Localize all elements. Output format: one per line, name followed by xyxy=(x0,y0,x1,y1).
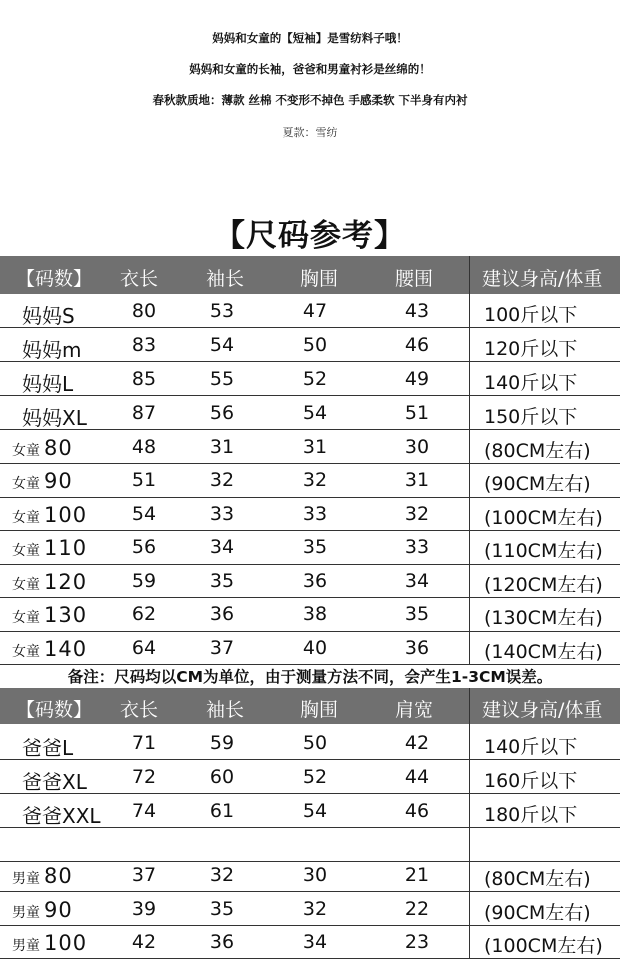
note-line-1: 妈妈和女童的【短袖】是雪纺料子哦！ xyxy=(212,31,408,45)
measure-cell: 61 xyxy=(209,799,235,822)
measure-cell: 36 xyxy=(404,636,430,659)
table-row xyxy=(0,294,620,328)
size-prefix: 男童 xyxy=(12,904,40,921)
size-cell: 妈妈S xyxy=(22,303,75,328)
measure-cell: 49 xyxy=(404,367,430,390)
size-prefix: 女童 xyxy=(12,610,40,626)
measure-cell: 35 xyxy=(209,897,235,920)
size-value: 80 xyxy=(44,435,73,460)
measure-cell: 46 xyxy=(404,799,430,822)
recommend-cell: (120CM左右) xyxy=(484,573,603,596)
recommend-cell: (90CM左右) xyxy=(484,473,591,495)
measure-cell: 44 xyxy=(404,765,430,788)
column-divider xyxy=(469,256,470,664)
measure-cell: 31 xyxy=(302,435,328,458)
remark-note: 备注：尺码均以CM为单位，由于测量方法不同，会产生1-3CM误差。 xyxy=(67,668,553,686)
size-prefix: 女童 xyxy=(12,442,40,459)
measure-cell: 56 xyxy=(131,536,157,558)
page-title: 【尺码参考】 xyxy=(214,218,406,254)
recommend-cell: (110CM左右) xyxy=(484,540,603,562)
recommend-cell: (80CM左右) xyxy=(484,439,591,462)
recommend-cell: 100斤以下 xyxy=(484,303,578,326)
table-row xyxy=(0,497,620,531)
measure-cell: 35 xyxy=(302,536,328,558)
table-row xyxy=(0,430,620,464)
measure-cell: 83 xyxy=(131,333,157,356)
measure-cell: 43 xyxy=(404,299,430,322)
measure-cell: 32 xyxy=(209,863,235,886)
table-row xyxy=(0,564,620,598)
measure-cell: 35 xyxy=(209,569,235,592)
measure-cell: 39 xyxy=(131,897,157,920)
size-cell xyxy=(12,864,73,888)
recommend-cell: 120斤以下 xyxy=(484,337,578,360)
size-cell xyxy=(12,931,87,955)
size-value: 130 xyxy=(44,603,88,627)
table-row xyxy=(0,464,620,498)
measure-cell: 64 xyxy=(131,636,157,659)
recommend-cell: 160斤以下 xyxy=(484,769,578,792)
table-header xyxy=(0,256,620,294)
size-prefix: 女童 xyxy=(12,543,40,559)
size-cell: 妈妈m xyxy=(22,337,82,362)
measure-cell: 87 xyxy=(131,401,157,424)
measure-cell: 38 xyxy=(302,603,328,625)
measure-cell: 54 xyxy=(302,799,328,822)
measure-cell: 32 xyxy=(209,469,235,491)
size-prefix: 男童 xyxy=(12,937,40,954)
measure-cell: 62 xyxy=(131,603,157,625)
measure-cell: 46 xyxy=(404,333,430,356)
recommend-cell: 150斤以下 xyxy=(484,405,578,428)
size-value: 100 xyxy=(44,930,88,955)
note-line-3: 春秋款质地：薄款 丝棉 不变形不掉色 手感柔软 下半身有内衬 xyxy=(152,93,468,107)
header-cell: 胸围 xyxy=(300,268,339,290)
size-cell: 妈妈L xyxy=(22,371,74,396)
size-prefix: 女童 xyxy=(12,509,40,526)
size-value: 120 xyxy=(44,569,88,594)
header-cell: 建议身高/体重 xyxy=(482,699,603,721)
measure-cell: 33 xyxy=(209,502,235,525)
size-cell xyxy=(12,898,73,922)
table-row xyxy=(0,858,620,892)
measure-cell: 42 xyxy=(131,930,157,953)
measure-cell: 40 xyxy=(302,636,328,659)
recommend-cell: 140斤以下 xyxy=(484,371,578,394)
size-value: 90 xyxy=(44,897,73,922)
table-row xyxy=(0,396,620,430)
measure-cell: 50 xyxy=(302,731,328,754)
table-row xyxy=(0,760,620,794)
table-row xyxy=(0,531,620,565)
recommend-cell: (100CM左右) xyxy=(484,934,603,957)
size-cell: 妈妈XL xyxy=(22,405,87,430)
measure-cell: 30 xyxy=(302,863,328,886)
measure-cell: 71 xyxy=(131,731,157,754)
header-cell: 袖长 xyxy=(206,699,245,721)
table-row xyxy=(0,598,620,632)
measure-cell: 30 xyxy=(404,435,430,458)
measure-cell: 74 xyxy=(131,799,157,822)
size-cell xyxy=(12,603,87,627)
measure-cell: 51 xyxy=(404,401,430,424)
header-cell: 建议身高/体重 xyxy=(482,268,603,290)
size-cell xyxy=(12,503,87,527)
header-cell: 袖长 xyxy=(206,268,245,290)
size-prefix: 女童 xyxy=(12,476,40,492)
measure-cell: 32 xyxy=(404,502,430,525)
measure-cell: 36 xyxy=(209,930,235,953)
size-cell: 爸爸L xyxy=(22,735,74,760)
measure-cell: 47 xyxy=(302,299,328,322)
size-cell xyxy=(12,436,73,460)
note-line-2: 妈妈和女童的长袖，爸爸和男童衬衫是丝绵的！ xyxy=(189,62,431,76)
measure-cell: 54 xyxy=(302,401,328,424)
table-header xyxy=(0,688,620,724)
header-cell: 胸围 xyxy=(300,699,339,721)
measure-cell: 60 xyxy=(209,765,235,788)
measure-cell: 55 xyxy=(209,367,235,390)
measure-cell: 36 xyxy=(209,603,235,625)
measure-cell: 34 xyxy=(209,536,235,558)
recommend-cell: 180斤以下 xyxy=(484,803,578,826)
measure-cell: 59 xyxy=(209,731,235,754)
size-cell: 爸爸XXL xyxy=(22,803,101,828)
table-row xyxy=(0,892,620,926)
measure-cell: 51 xyxy=(131,469,157,491)
header-cell: 【码数】 xyxy=(16,699,93,721)
measure-cell: 52 xyxy=(302,367,328,390)
size-cell: 爸爸XL xyxy=(22,769,87,794)
recommend-cell: (140CM左右) xyxy=(484,640,603,663)
measure-cell: 59 xyxy=(131,569,157,592)
measure-cell: 35 xyxy=(404,603,430,625)
size-prefix: 女童 xyxy=(12,643,40,660)
table-row xyxy=(0,362,620,396)
recommend-cell: (130CM左右) xyxy=(484,607,603,629)
measure-cell: 48 xyxy=(131,435,157,458)
measure-cell: 32 xyxy=(302,469,328,491)
recommend-cell: (90CM左右) xyxy=(484,901,591,924)
measure-cell: 37 xyxy=(209,636,235,659)
measure-cell: 34 xyxy=(404,569,430,592)
measure-cell: 54 xyxy=(131,502,157,525)
recommend-cell: 140斤以下 xyxy=(484,735,578,758)
measure-cell: 37 xyxy=(131,863,157,886)
measure-cell: 42 xyxy=(404,731,430,754)
header-cell: 衣长 xyxy=(120,699,159,721)
measure-cell: 32 xyxy=(302,897,328,920)
measure-cell: 31 xyxy=(404,469,430,491)
size-cell xyxy=(12,536,87,560)
table-row xyxy=(0,794,620,828)
table-row xyxy=(0,925,620,959)
header-cell: 衣长 xyxy=(120,268,159,290)
table-row xyxy=(0,828,620,862)
header-cell: 腰围 xyxy=(395,268,434,290)
measure-cell: 33 xyxy=(404,536,430,558)
table-row xyxy=(0,328,620,362)
recommend-cell: (100CM左右) xyxy=(484,506,603,529)
measure-cell: 72 xyxy=(131,765,157,788)
measure-cell: 22 xyxy=(404,897,430,920)
measure-cell: 23 xyxy=(404,930,430,953)
measure-cell: 80 xyxy=(131,299,157,322)
header-cell: 【码数】 xyxy=(16,268,93,290)
measure-cell: 21 xyxy=(404,863,430,886)
size-value: 80 xyxy=(44,863,73,888)
size-prefix: 女童 xyxy=(12,576,40,593)
measure-cell: 54 xyxy=(209,333,235,356)
note-line-4: 夏款：雪纺 xyxy=(282,126,338,139)
size-cell xyxy=(12,469,73,493)
measure-cell: 34 xyxy=(302,930,328,953)
table-row xyxy=(0,726,620,760)
size-value: 100 xyxy=(44,502,88,527)
recommend-cell: (80CM左右) xyxy=(484,867,591,890)
size-cell xyxy=(12,570,87,594)
size-cell xyxy=(12,637,87,661)
column-divider xyxy=(469,688,470,958)
table-row xyxy=(0,631,620,665)
measure-cell: 50 xyxy=(302,333,328,356)
measure-cell: 53 xyxy=(209,299,235,322)
measure-cell: 52 xyxy=(302,765,328,788)
header-cell: 肩宽 xyxy=(395,699,434,721)
measure-cell: 56 xyxy=(209,401,235,424)
measure-cell: 33 xyxy=(302,502,328,525)
measure-cell: 36 xyxy=(302,569,328,592)
measure-cell: 31 xyxy=(209,435,235,458)
size-value: 90 xyxy=(44,469,73,493)
measure-cell: 85 xyxy=(131,367,157,390)
size-prefix: 男童 xyxy=(12,870,40,887)
size-value: 110 xyxy=(44,536,88,560)
size-value: 140 xyxy=(44,636,88,661)
